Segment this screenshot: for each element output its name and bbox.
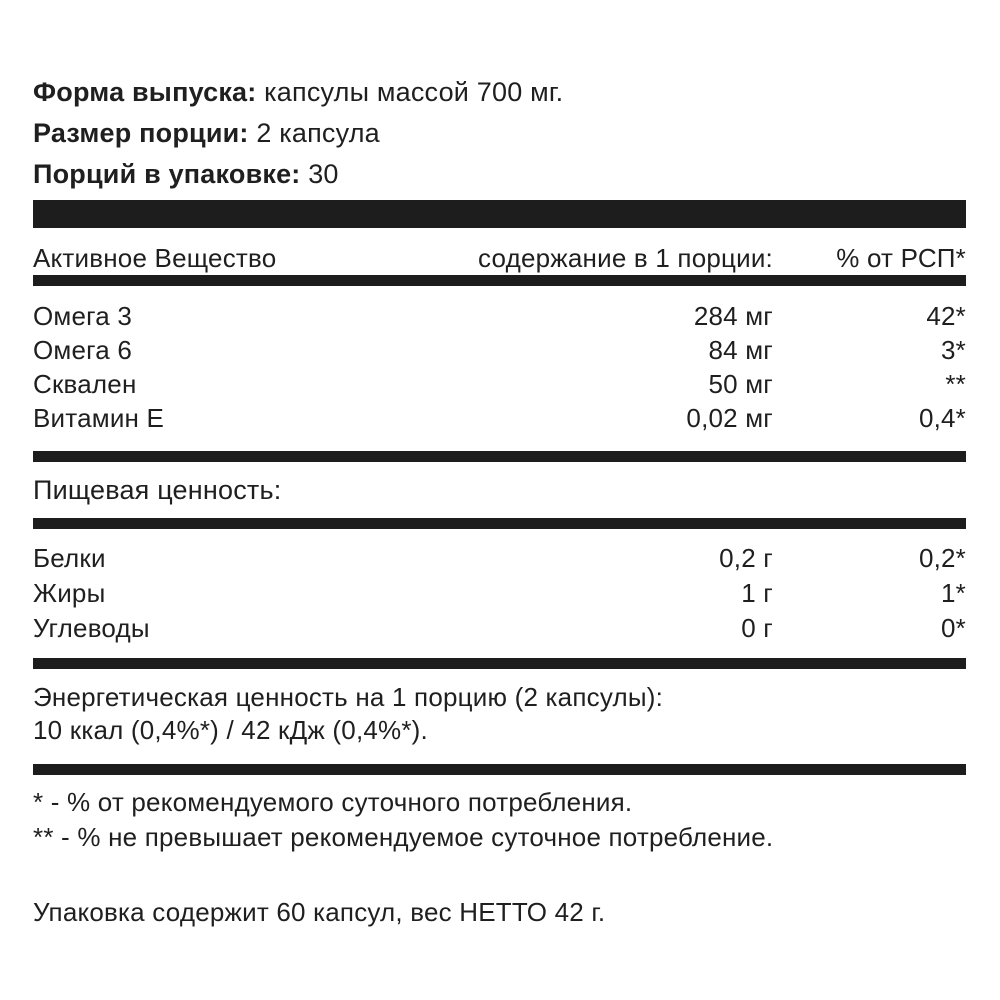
footnotes-block (33, 785, 966, 855)
table-row-protein (33, 541, 966, 576)
divider-above-nutrition (33, 451, 966, 462)
nutrient-amount: 0,2 г (719, 543, 773, 573)
substance-percent: 0,4* (918, 402, 966, 433)
substance-amount: 284 мг (693, 300, 773, 331)
header-percent-rsp: % от РСП* (836, 242, 966, 273)
nutrition-table-body (33, 529, 966, 658)
divider-thick-top (33, 200, 966, 228)
nutrient-name: Белки (33, 543, 106, 573)
nutrient-amount: 0 г (741, 613, 773, 643)
divider-above-energy (33, 658, 966, 669)
product-info-block (33, 0, 966, 195)
substance-amount: 84 мг (708, 334, 773, 365)
substance-name: Омега 6 (33, 334, 133, 365)
substance-name: Омега 3 (33, 300, 133, 331)
substance-percent: ** (945, 368, 966, 399)
table-row-omega3 (33, 299, 966, 333)
header-per-serving: содержание в 1 порции: (478, 242, 773, 273)
release-form-line (33, 72, 966, 113)
divider-under-energy (33, 764, 966, 775)
energy-block (33, 681, 966, 747)
nutrient-name: Углеводы (33, 613, 150, 643)
active-table-header (33, 241, 966, 275)
servings-per-pack-label: Порций в упаковке: (33, 159, 301, 189)
servings-per-pack-line (33, 154, 966, 195)
active-table-body (33, 286, 966, 451)
serving-size-line (33, 113, 966, 154)
servings-per-pack-value: 30 (308, 159, 339, 189)
divider-under-header (33, 275, 966, 286)
table-row-squalene (33, 367, 966, 401)
nutrition-title: Пищевая ценность: (33, 475, 282, 505)
substance-name: Витамин Е (33, 402, 165, 433)
substance-name: Сквален (33, 368, 137, 399)
nutrient-percent: 0* (941, 613, 966, 643)
release-form-label: Форма выпуска: (33, 77, 257, 107)
table-row-carbs (33, 611, 966, 646)
substance-percent: 3* (941, 334, 966, 365)
footnote-rsp: * - % от рекомендуемого суточного потребления. (33, 787, 633, 817)
nutrient-name: Жиры (33, 578, 106, 608)
substance-amount: 50 мг (708, 368, 773, 399)
energy-line-1: Энергетическая ценность на 1 порцию (2 капсулы): (33, 682, 663, 712)
nutrient-percent: 1* (941, 578, 966, 608)
energy-line-2: 10 ккал (0,4%*) / 42 кДж (0,4%*). (33, 715, 428, 745)
nutrient-percent: 0,2* (918, 543, 966, 573)
substance-amount: 0,02 мг (686, 402, 773, 433)
divider-under-nutrition-title (33, 518, 966, 529)
table-row-omega6 (33, 333, 966, 367)
release-form-value: капсулы массой 700 мг. (264, 77, 564, 107)
substance-percent: 42* (926, 300, 966, 331)
header-substance: Активное Вещество (33, 242, 277, 273)
package-note: Упаковка содержит 60 капсул, вес НЕТТО 42 г. (33, 897, 606, 927)
table-row-vitamin-e (33, 401, 966, 435)
nutrient-amount: 1 г (741, 578, 773, 608)
serving-size-value: 2 капсула (256, 118, 380, 148)
footnote-no-exceed: ** - % не превышает рекомендуемое суточное потребление. (33, 822, 774, 852)
table-row-fat (33, 576, 966, 611)
serving-size-label: Размер порции: (33, 118, 249, 148)
